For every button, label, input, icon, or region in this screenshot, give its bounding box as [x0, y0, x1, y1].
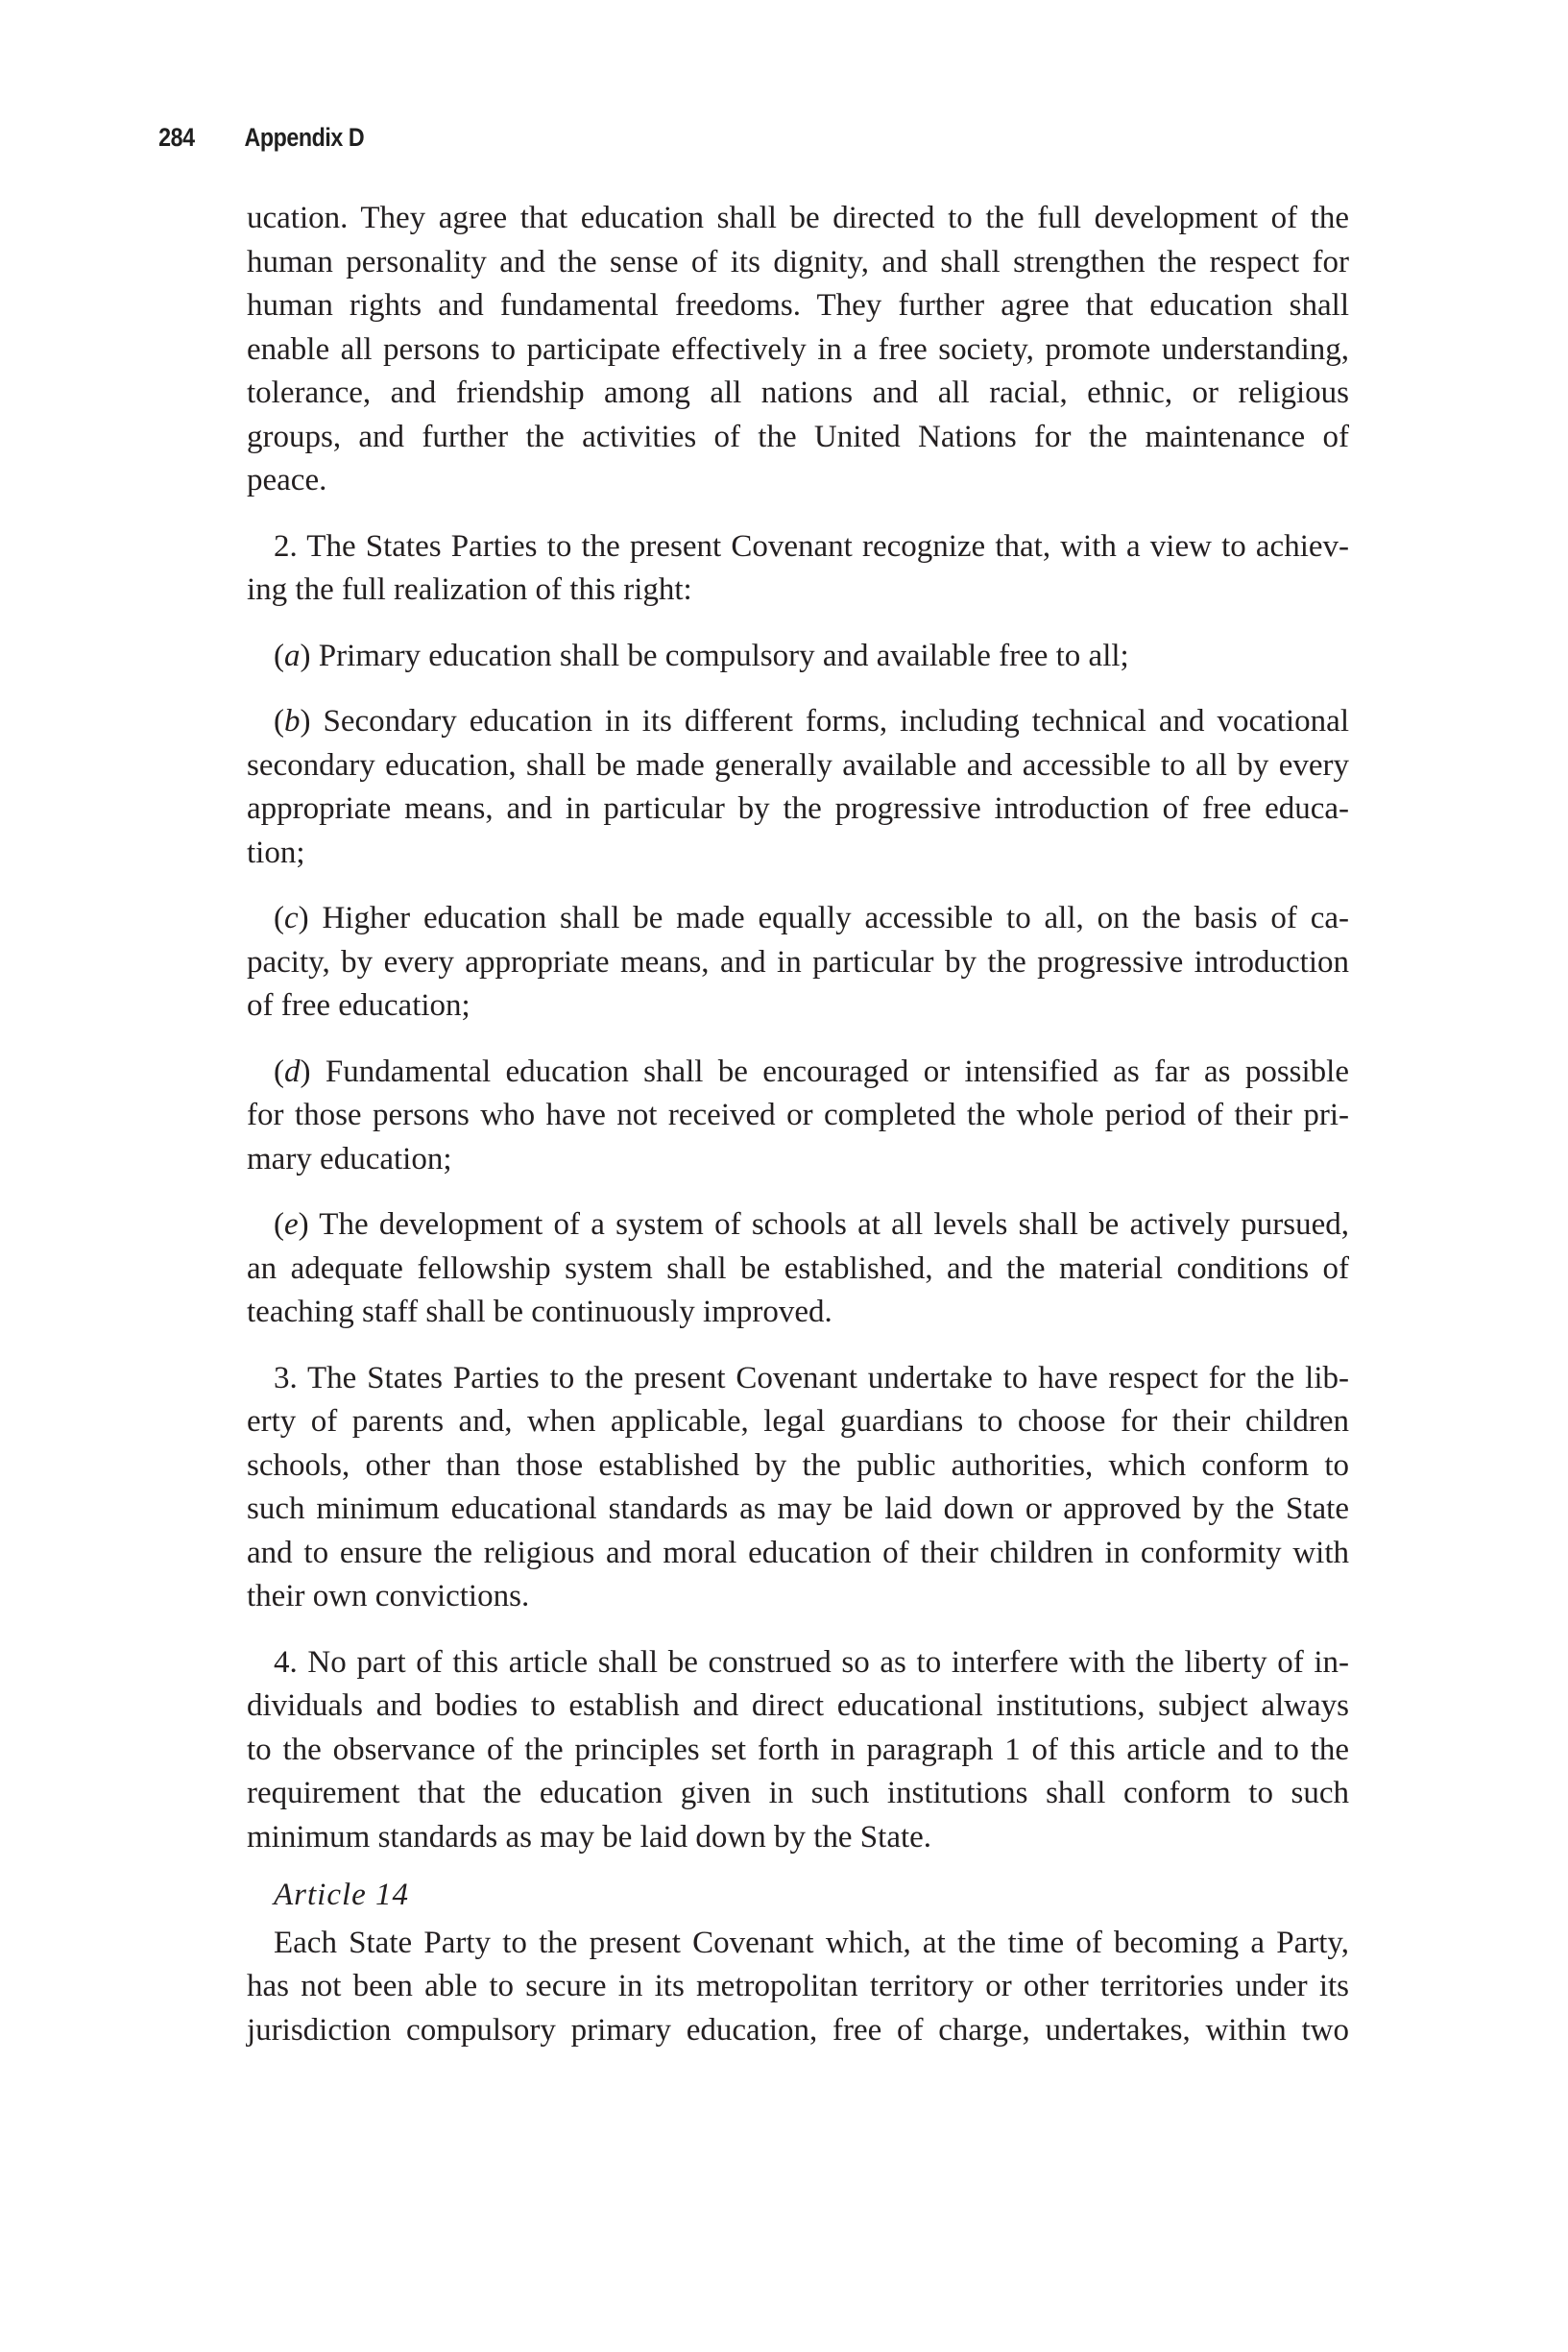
text-line: their own convictions. [247, 1579, 530, 1613]
text-line: teaching staff shall be continuously improved. [247, 1295, 832, 1329]
text-line: 4. No part of this article shall be construed so as to interfere with the liberty of in- [274, 1644, 1349, 1680]
text-line: jurisdiction compulsory primary education, free of charge, undertakes, within two [247, 2012, 1349, 2048]
text-line: ing the full realization of this right: [247, 572, 692, 607]
item-label: a [284, 638, 301, 673]
item-label: d [284, 1054, 301, 1089]
page-number: 284 [158, 123, 195, 152]
running-head [0, 123, 1348, 161]
text-line: schools, other than those established by the public authorities, which conform to [247, 1447, 1349, 1483]
text-line: (a) Primary education shall be compulsory and available free to all; [274, 638, 1129, 673]
text-line: for those persons who have not received or completed the whole period of their pri- [247, 1098, 1349, 1132]
text-line: 3. The States Parties to the present Covenant undertake to have respect for the lib- [274, 1360, 1349, 1395]
text-line: pacity, by every appropriate means, and in particular by the progressive introduction [247, 944, 1349, 980]
text-line: 2. The States Parties to the present Covenant recognize that, with a view to achiev- [274, 528, 1349, 564]
text-line: tolerance, and friendship among all nations and all racial, ethnic, or religious [247, 376, 1349, 410]
text-line: (b) Secondary education in its different forms, including technical and vocational [274, 704, 1349, 739]
text-line: requirement that the education given in such institutions shall conform to such [247, 1776, 1349, 1810]
text-line: enable all persons to participate effectively in a free society, promote understanding, [247, 331, 1349, 367]
text-line: (d) Fundamental education shall be encouraged or intensified as far as possible [274, 1054, 1349, 1089]
text-line: dividuals and bodies to establish and direct educational institutions, subject always [247, 1688, 1349, 1723]
text-line: (e) The development of a system of schools at all levels shall be actively pursued, [274, 1207, 1349, 1242]
text-line: such minimum educational standards as may be laid down or approved by the State [247, 1491, 1349, 1526]
text-line: groups, and further the activities of the United Nations for the maintenance of [247, 419, 1349, 454]
text-line: Each State Party to the present Covenant which, at the time of becoming a Party, [274, 1925, 1349, 1960]
text-line: human personality and the sense of its dignity, and shall strengthen the respect for [247, 244, 1349, 279]
text-line: minimum standards as may be laid down by the State. [247, 1819, 932, 1855]
text-line: to the observance of the principles set forth in paragraph 1 of this article and to the [247, 1732, 1349, 1767]
text-line: tion; [247, 835, 305, 870]
text-line: of free education; [247, 988, 470, 1023]
text-line: an adequate fellowship system shall be established, and the material conditions of [247, 1250, 1349, 1286]
text-line: mary education; [247, 1141, 452, 1176]
article-heading: Article 14 [274, 1878, 410, 1912]
text-line: (c) Higher education shall be made equally accessible to all, on the basis of ca- [274, 901, 1349, 935]
text-line: has not been able to secure in its metropolitan territory or other territories under its [247, 1969, 1349, 2003]
text-line: peace. [247, 463, 327, 497]
text-line: appropriate means, and in particular by the progressive introduction of free educa- [247, 791, 1349, 826]
item-label: b [284, 704, 301, 739]
section-title: Appendix D [244, 123, 365, 152]
item-label: e [284, 1207, 299, 1242]
text-line: ucation. They agree that education shall be directed to the full development of the [247, 201, 1349, 235]
text-line: human rights and fundamental freedoms. They further agree that education shall [247, 288, 1349, 323]
item-label: c [284, 901, 299, 935]
text-line: and to ensure the religious and moral education of their children in conformity with [247, 1535, 1349, 1570]
text-line: erty of parents and, when applicable, legal guardians to choose for their children [247, 1404, 1349, 1439]
text-line: secondary education, shall be made generally available and accessible to all by every [247, 747, 1349, 783]
